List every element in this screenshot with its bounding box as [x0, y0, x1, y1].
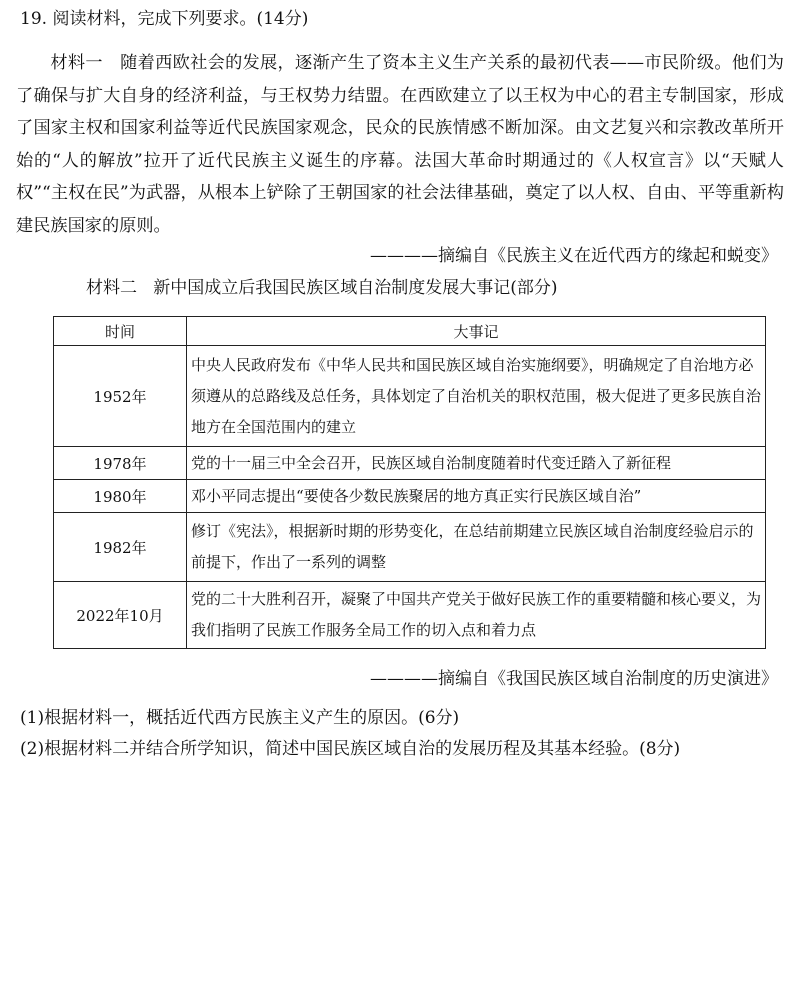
header-events: 大事记 — [187, 317, 766, 346]
table-row — [54, 582, 766, 649]
table-row — [54, 447, 766, 480]
row-event: 修订《宪法》，根据新时期的形势变化，在总结前期建立民族区域自治制度经验启示的前提下，作出了一系列的调整 — [187, 513, 766, 582]
material1-source: ————摘编自《民族主义在近代西方的缘起和蜕变》 — [370, 246, 778, 266]
row-year: 1978年 — [54, 447, 187, 480]
row-event: 中央人民政府发布《中华人民共和国民族区域自治实施纲要》，明确规定了自治地方必须遵从的总路线及总任务，具体划定了自治机关的职权范围，极大促进了更多民族自治地方在全国范围内的建立 — [187, 346, 766, 447]
question-title: 19. 阅读材料，完成下列要求。(14分) — [20, 9, 309, 29]
material2-source: ————摘编自《我国民族区域自治制度的历史演进》 — [370, 669, 778, 689]
material1-text: 随着西欧社会的发展，逐渐产生了资本主义生产关系的最初代表——市民阶级。他们为了确保与扩大自身的经济利益，与王权势力结盟。在西欧建立了以王权为中心的君主专制国家，形成了国家主权和国家利益等近代民族国家观念，民众的民族情感不断加深。由文艺复兴和宗教改革所开始的“人的解放”拉开了近代民族主义诞生的序幕。法国大革命时期通过的《人权宣言》以“天赋人权”“主权在民”为武器，从根本上铲除了王朝国家的社会法律基础，奠定了以人权、自由、平等重新构建民族国家的原则。 — [16, 53, 784, 236]
table-header-row — [54, 317, 766, 346]
table-row — [54, 480, 766, 513]
row-event: 邓小平同志提出“要使各少数民族聚居的地方真正实行民族区域自治” — [187, 480, 766, 513]
material1-paragraph — [16, 47, 784, 243]
row-year: 1982年 — [54, 513, 187, 582]
row-event: 党的十一届三中全会召开，民族区域自治制度随着时代变迁踏入了新征程 — [187, 447, 766, 480]
row-year: 1980年 — [54, 480, 187, 513]
row-year: 1952年 — [54, 346, 187, 447]
sub-question-1: (1)根据材料一，概括近代西方民族主义产生的原因。(6分) — [20, 708, 460, 728]
material2-heading — [86, 272, 557, 304]
table-row — [54, 346, 766, 447]
material1-label: 材料一 — [50, 53, 103, 73]
row-year: 2022年10月 — [54, 582, 187, 649]
table-row — [54, 513, 766, 582]
events-table — [53, 316, 766, 649]
material2-label: 材料二 — [86, 278, 137, 298]
material2-title: 新中国成立后我国民族区域自治制度发展大事记(部分) — [153, 278, 558, 298]
header-time: 时间 — [54, 317, 187, 346]
row-event: 党的二十大胜利召开，凝聚了中国共产党关于做好民族工作的重要精髓和核心要义，为我们指明了民族工作服务全局工作的切入点和着力点 — [187, 582, 766, 649]
sub-question-2: (2)根据材料二并结合所学知识，简述中国民族区域自治的发展历程及其基本经验。(8分) — [20, 739, 681, 759]
